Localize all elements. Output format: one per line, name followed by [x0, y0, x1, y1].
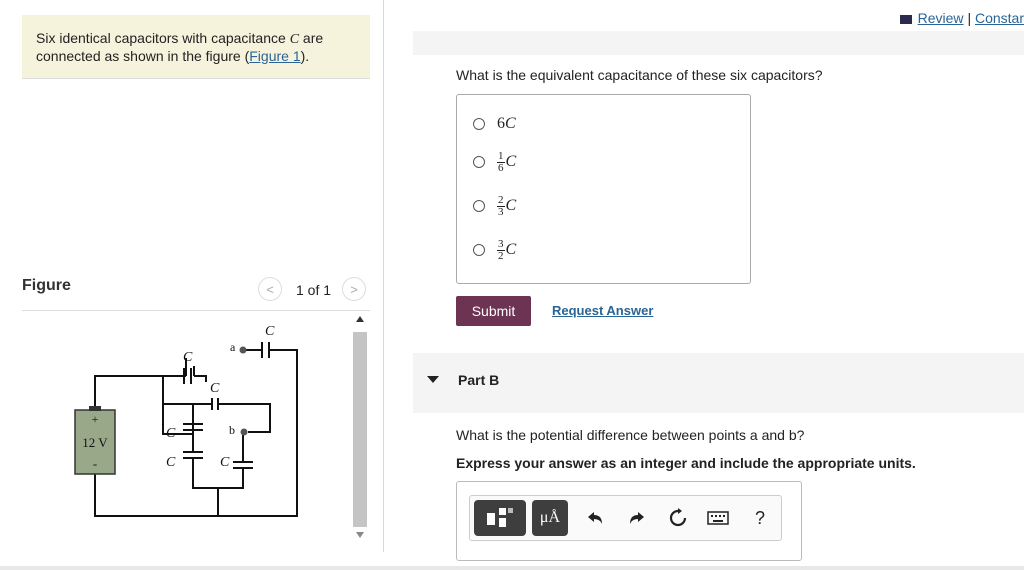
- cap-label-6: C: [220, 455, 230, 470]
- part-a-question: What is the equivalent capacitance of these six capacitors?: [456, 67, 823, 83]
- part-a-header-band: [413, 31, 1024, 55]
- scroll-up-icon[interactable]: [356, 316, 364, 322]
- node-a: [240, 347, 247, 354]
- choice-num: 3: [498, 237, 504, 250]
- radio-button[interactable]: [473, 244, 485, 256]
- choice-num: 1: [498, 149, 504, 162]
- request-answer-link[interactable]: Request Answer: [552, 303, 654, 318]
- figure-divider: [22, 310, 370, 311]
- units-icon[interactable]: μÅ: [532, 500, 568, 536]
- review-link[interactable]: Review: [917, 10, 964, 26]
- radio-button[interactable]: [473, 200, 485, 212]
- cap-label-3: C: [210, 381, 220, 396]
- templates-icon[interactable]: [474, 500, 526, 536]
- figure-link[interactable]: Figure 1: [249, 48, 301, 64]
- choice-var: C: [505, 241, 517, 258]
- link-separator: |: [967, 10, 972, 26]
- choice-num: 2: [498, 193, 504, 206]
- choice-2-3c[interactable]: [473, 191, 516, 221]
- choice-var: C: [505, 153, 517, 170]
- figure-pager: 1 of 1: [296, 282, 332, 298]
- top-links: [900, 10, 1024, 26]
- point-a-label: a: [230, 340, 236, 354]
- intro-text-2: are connected as shown in the figure (: [36, 30, 324, 64]
- column-divider: [383, 0, 384, 552]
- choices-box: [456, 94, 751, 284]
- part-b-title[interactable]: Part B: [458, 372, 500, 388]
- choice-den: 3: [498, 205, 504, 218]
- scrollbar-thumb[interactable]: [353, 332, 367, 527]
- radio-button[interactable]: [473, 118, 485, 130]
- node-b: [241, 429, 248, 436]
- bottom-bar: [0, 566, 1024, 570]
- battery-minus: -: [92, 456, 98, 471]
- math-toolbar: [469, 495, 782, 541]
- intro-var: C: [289, 32, 300, 47]
- chevron-right-icon: >: [350, 281, 358, 297]
- part-b-instruction: Express your answer as an integer and include the appropriate units.: [456, 455, 916, 471]
- scroll-down-icon[interactable]: [356, 532, 364, 538]
- problem-intro: [22, 15, 370, 79]
- cap-label-1: C: [265, 324, 275, 339]
- figure-label: Figure: [22, 277, 71, 294]
- cap-label-5: C: [166, 455, 176, 470]
- choice-den: 6: [498, 161, 504, 174]
- choice-1-6c[interactable]: [473, 147, 516, 177]
- battery-plus: +: [91, 412, 99, 426]
- choice-6c[interactable]: [473, 109, 516, 139]
- reset-icon[interactable]: [666, 506, 690, 530]
- collapse-triangle-icon[interactable]: [427, 376, 439, 383]
- choice-3-2c[interactable]: [473, 235, 516, 265]
- circuit-diagram: [0, 312, 350, 542]
- intro-text: Six identical capacitors with capacitance: [36, 30, 290, 46]
- submit-button[interactable]: Submit: [456, 296, 531, 326]
- figure-scrollbar[interactable]: [352, 312, 368, 544]
- chevron-left-icon: <: [266, 281, 274, 297]
- choice-var: C: [505, 197, 517, 214]
- undo-icon[interactable]: [584, 506, 608, 530]
- battery-label: 12 V: [82, 435, 108, 450]
- next-figure-button[interactable]: [342, 277, 366, 301]
- cap-label-4: C: [166, 426, 176, 441]
- redo-icon[interactable]: [624, 506, 648, 530]
- intro-text-end: ).: [300, 48, 310, 64]
- point-b-label: b: [229, 423, 235, 437]
- constants-link[interactable]: Constar: [974, 10, 1024, 26]
- choice-whole: 6: [497, 115, 505, 132]
- help-icon[interactable]: ?: [754, 507, 765, 528]
- radio-button[interactable]: [473, 156, 485, 168]
- cap-label-2: C: [183, 350, 193, 365]
- part-b-question: What is the potential difference between points a and b?: [456, 427, 805, 443]
- choice-var: C: [505, 115, 516, 132]
- choice-den: 2: [498, 249, 504, 262]
- prev-figure-button[interactable]: [258, 277, 282, 301]
- keyboard-icon[interactable]: [706, 506, 730, 530]
- book-icon: [900, 15, 912, 24]
- part-b-header-band[interactable]: [413, 353, 1024, 413]
